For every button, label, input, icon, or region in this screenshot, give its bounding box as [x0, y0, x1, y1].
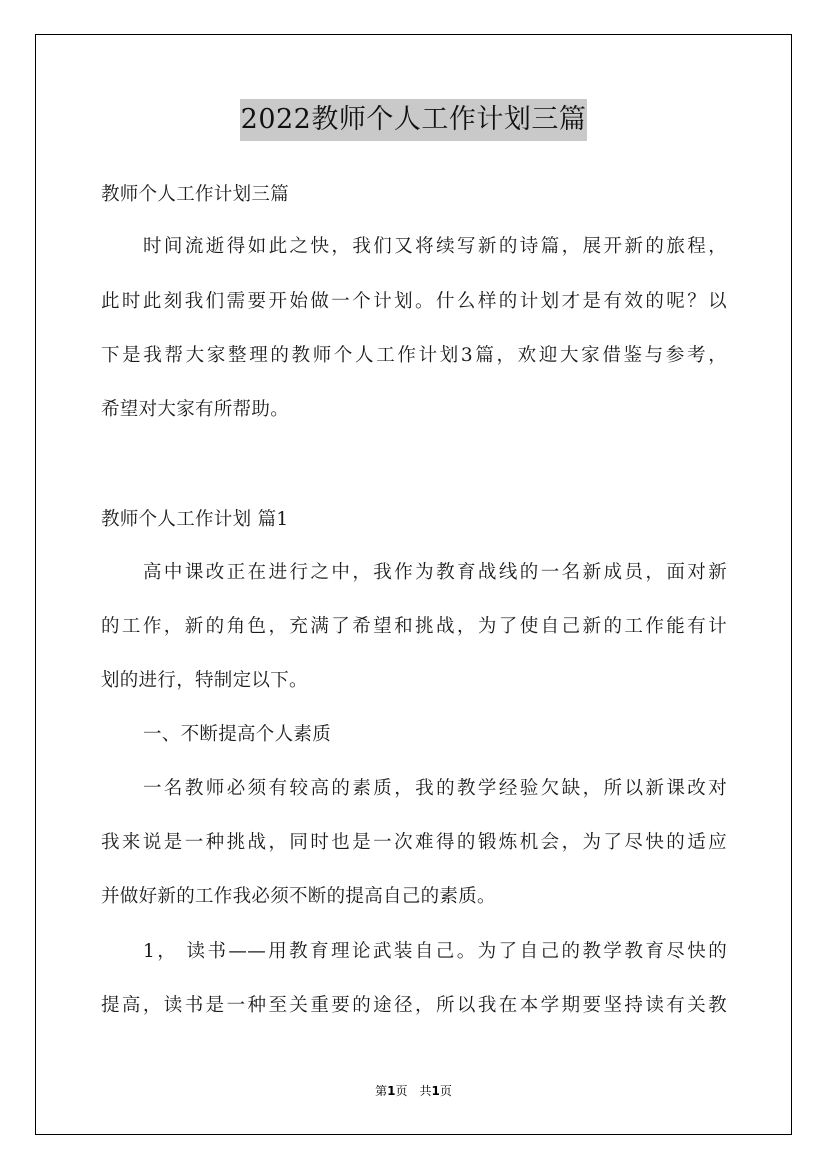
section1-para1-line-3: 划的进行，特制定以下。: [101, 670, 308, 691]
page-footer: [0, 1083, 827, 1099]
footer-page-prefix: 第: [375, 1084, 388, 1098]
intro-line-1: 时间流逝得如此之快，我们又将续写新的诗篇，展开新的旅程，: [143, 236, 727, 257]
point1-para-line-1: 一名教师必须有较高的素质，我的教学经验欠缺，所以新课改对: [143, 778, 727, 799]
footer-page-mid: 页 共: [395, 1084, 432, 1098]
document-subtitle: 教师个人工作计划三篇: [101, 184, 290, 205]
item1-para-line-2: 提高，读书是一种至关重要的途径，所以我在本学期要坚持读有关教: [101, 995, 727, 1016]
intro-line-3: 下是我帮大家整理的教师个人工作计划3篇，欢迎大家借鉴与参考，: [101, 345, 727, 366]
section1-heading: 教师个人工作计划 篇1: [101, 509, 289, 530]
section1-para1-line-2: 的工作，新的角色，充满了希望和挑战，为了使自己新的工作能有计: [101, 616, 727, 637]
point1-heading: 一、不断提高个人素质: [143, 724, 332, 745]
footer-page-number: 1: [387, 1084, 396, 1098]
item1-para-line-1: 1， 读书——用教育理论武装自己。为了自己的教学教育尽快的: [143, 941, 727, 962]
point1-para-line-3: 并做好新的工作我必须不断的提高自己的素质。: [101, 886, 496, 907]
footer-page-suffix: 页: [439, 1084, 452, 1098]
point1-para-line-2: 我来说是一种挑战，同时也是一次难得的锻炼机会，为了尽快的适应: [101, 832, 727, 853]
footer-page-total: 1: [431, 1084, 440, 1098]
section1-para1-line-1: 高中课改正在进行之中，我作为教育战线的一名新成员，面对新: [143, 562, 727, 583]
document-title: 2022教师个人工作计划三篇: [240, 99, 588, 141]
intro-line-2: 此时此刻我们需要开始做一个计划。什么样的计划才是有效的呢？以: [101, 291, 727, 312]
intro-line-4: 希望对大家有所帮助。: [101, 399, 290, 420]
title-container: [0, 99, 827, 141]
